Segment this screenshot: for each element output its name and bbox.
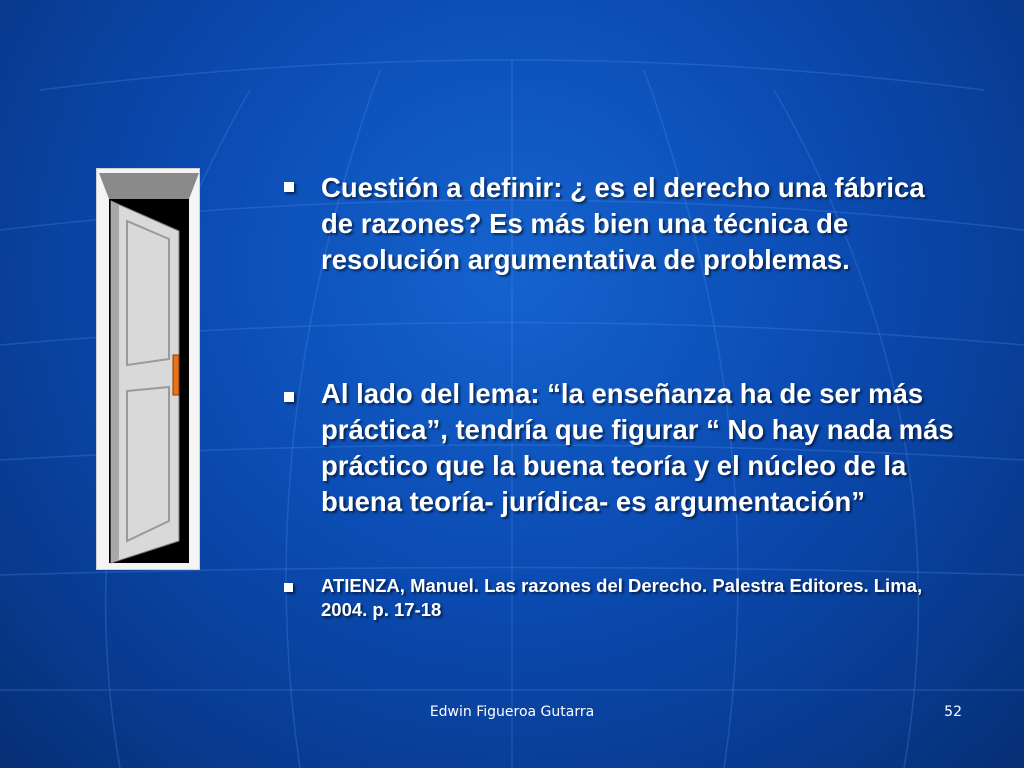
- bullet-line: ATIENZA, Manuel. Las razones del Derecho. Palestra Editores. Lima,: [321, 575, 923, 596]
- bullet-text: [321, 170, 986, 278]
- door-handle-icon: [173, 355, 179, 395]
- open-door-icon: [96, 168, 200, 570]
- bullet-line: resolución argumentativa de problemas.: [321, 244, 850, 275]
- square-bullet-icon: [284, 182, 294, 192]
- reference-text: [321, 574, 986, 622]
- bullet-line: práctico que la buena teoría y el núcleo de la: [321, 450, 907, 481]
- square-bullet-icon: [284, 392, 294, 402]
- bullet-text: [321, 376, 986, 520]
- bullet-line: buena teoría- jurídica- es argumentación”: [321, 486, 866, 517]
- bullet-line: Cuestión a definir: ¿ es el derecho una fábrica: [321, 172, 925, 203]
- slide-number: 52: [944, 704, 962, 720]
- bullet-line: Al lado del lema: “la enseñanza ha de ser más: [321, 378, 924, 409]
- bullet-line: 2004. p. 17-18: [321, 599, 442, 620]
- footer-author: Edwin Figueroa Gutarra: [429, 704, 595, 720]
- bullet-line: práctica”, tendría que figurar “ No hay nada más: [321, 414, 954, 445]
- bullet-line: de razones? Es más bien una técnica de: [321, 208, 849, 239]
- square-bullet-icon: [284, 583, 293, 592]
